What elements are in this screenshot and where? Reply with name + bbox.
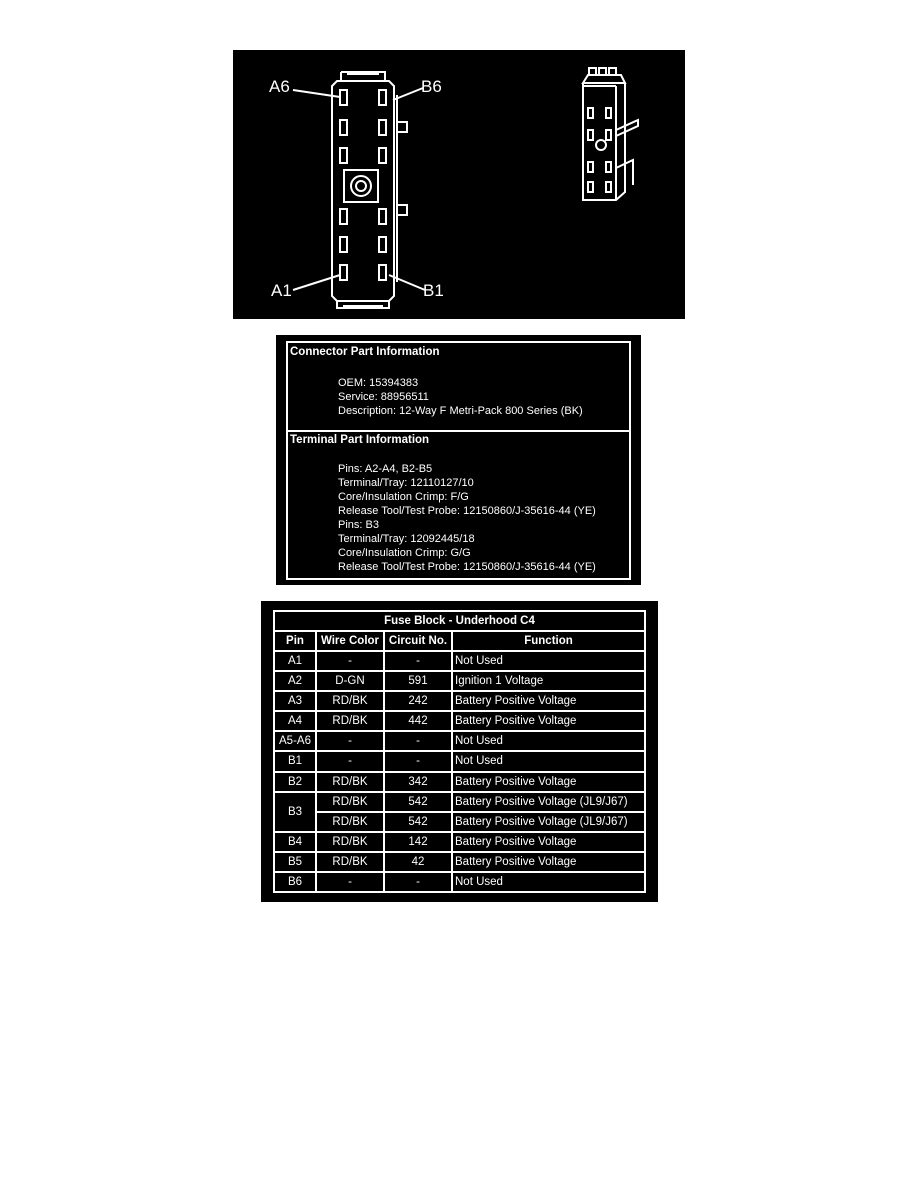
cell-function: Battery Positive Voltage <box>452 772 645 792</box>
cell-function: Battery Positive Voltage <box>452 691 645 711</box>
cell-pin: A1 <box>274 651 316 671</box>
part-information-box <box>286 341 631 580</box>
cell-circuit: 591 <box>384 671 452 691</box>
table-row <box>274 711 645 731</box>
cell-circuit: 442 <box>384 711 452 731</box>
part-information-panel <box>276 335 641 585</box>
cell-function: Battery Positive Voltage (JL9/J67) <box>452 812 645 832</box>
cell-circuit: - <box>384 731 452 751</box>
connector-oem: OEM: 15394383 <box>338 377 419 389</box>
cell-pin: B4 <box>274 832 316 852</box>
header-wire-color: Wire Color <box>316 631 384 651</box>
cell-circuit: - <box>384 872 452 892</box>
cell-pin: A5-A6 <box>274 731 316 751</box>
table-title: Fuse Block - Underhood C4 <box>274 611 645 631</box>
cell-function: Not Used <box>452 651 645 671</box>
cell-function: Not Used <box>452 872 645 892</box>
terminal-line: Core/Insulation Crimp: F/G <box>338 491 469 503</box>
cell-function: Not Used <box>452 751 645 771</box>
cell-wire-color: D-GN <box>316 671 384 691</box>
cell-circuit: 242 <box>384 691 452 711</box>
header-function: Function <box>452 631 645 651</box>
cell-pin: B6 <box>274 872 316 892</box>
cell-pin: B5 <box>274 852 316 872</box>
header-pin: Pin <box>274 631 316 651</box>
table-row <box>274 671 645 691</box>
cell-pin: B2 <box>274 772 316 792</box>
cell-function: Battery Positive Voltage <box>452 711 645 731</box>
table-title-row <box>274 611 645 631</box>
cell-wire-color: RD/BK <box>316 792 384 812</box>
cell-circuit: 342 <box>384 772 452 792</box>
connector-part-heading: Connector Part Information <box>290 346 440 358</box>
connector-diagram <box>233 50 685 319</box>
cell-circuit: 542 <box>384 792 452 812</box>
connector-description: Description: 12-Way F Metri-Pack 800 Series (BK) <box>338 405 583 417</box>
cell-function: Battery Positive Voltage <box>452 852 645 872</box>
cell-circuit: 42 <box>384 852 452 872</box>
section-divider <box>288 430 629 432</box>
terminal-line: Release Tool/Test Probe: 12150860/J-35616-44 (YE) <box>338 561 596 573</box>
table-row <box>274 792 645 812</box>
cell-wire-color: RD/BK <box>316 691 384 711</box>
table-row <box>274 832 645 852</box>
table-row <box>274 812 645 832</box>
cell-circuit: 542 <box>384 812 452 832</box>
cell-pin: A4 <box>274 711 316 731</box>
pin-label-b6: B6 <box>421 77 442 96</box>
cell-circuit: - <box>384 751 452 771</box>
cell-function: Battery Positive Voltage <box>452 832 645 852</box>
connector-service: Service: 88956511 <box>338 391 429 403</box>
terminal-line: Pins: B3 <box>338 519 379 531</box>
terminal-line: Terminal/Tray: 12110127/10 <box>338 477 474 489</box>
pin-label-b1: B1 <box>423 281 444 300</box>
cell-wire-color: - <box>316 731 384 751</box>
cell-function: Not Used <box>452 731 645 751</box>
pin-label-a6: A6 <box>269 77 290 96</box>
terminal-line: Pins: A2-A4, B2-B5 <box>338 463 433 475</box>
cell-function: Battery Positive Voltage (JL9/J67) <box>452 792 645 812</box>
cell-wire-color: RD/BK <box>316 711 384 731</box>
cell-wire-color: RD/BK <box>316 772 384 792</box>
cell-wire-color: - <box>316 872 384 892</box>
table-row <box>274 731 645 751</box>
cell-wire-color: RD/BK <box>316 852 384 872</box>
cell-pin: B3 <box>274 792 316 832</box>
terminal-line: Release Tool/Test Probe: 12150860/J-35616-44 (YE) <box>338 505 596 517</box>
fuse-block-table <box>273 610 646 893</box>
table-row <box>274 691 645 711</box>
terminal-part-heading: Terminal Part Information <box>290 434 430 446</box>
table-header-row <box>274 631 645 651</box>
cell-pin: B1 <box>274 751 316 771</box>
table-row <box>274 751 645 771</box>
cell-pin: A3 <box>274 691 316 711</box>
cell-function: Ignition 1 Voltage <box>452 671 645 691</box>
cell-wire-color: RD/BK <box>316 812 384 832</box>
table-row <box>274 772 645 792</box>
terminal-line: Terminal/Tray: 12092445/18 <box>338 533 475 545</box>
terminal-line: Core/Insulation Crimp: G/G <box>338 547 471 559</box>
table-row <box>274 852 645 872</box>
header-circuit-no: Circuit No. <box>384 631 452 651</box>
cell-wire-color: RD/BK <box>316 832 384 852</box>
connector-drawing <box>233 50 685 319</box>
cell-wire-color: - <box>316 751 384 771</box>
table-row <box>274 872 645 892</box>
cell-circuit: - <box>384 651 452 671</box>
cell-pin: A2 <box>274 671 316 691</box>
table-row <box>274 651 645 671</box>
cell-wire-color: - <box>316 651 384 671</box>
cell-circuit: 142 <box>384 832 452 852</box>
pin-label-a1: A1 <box>271 281 292 300</box>
fuse-block-table-panel <box>261 601 658 902</box>
